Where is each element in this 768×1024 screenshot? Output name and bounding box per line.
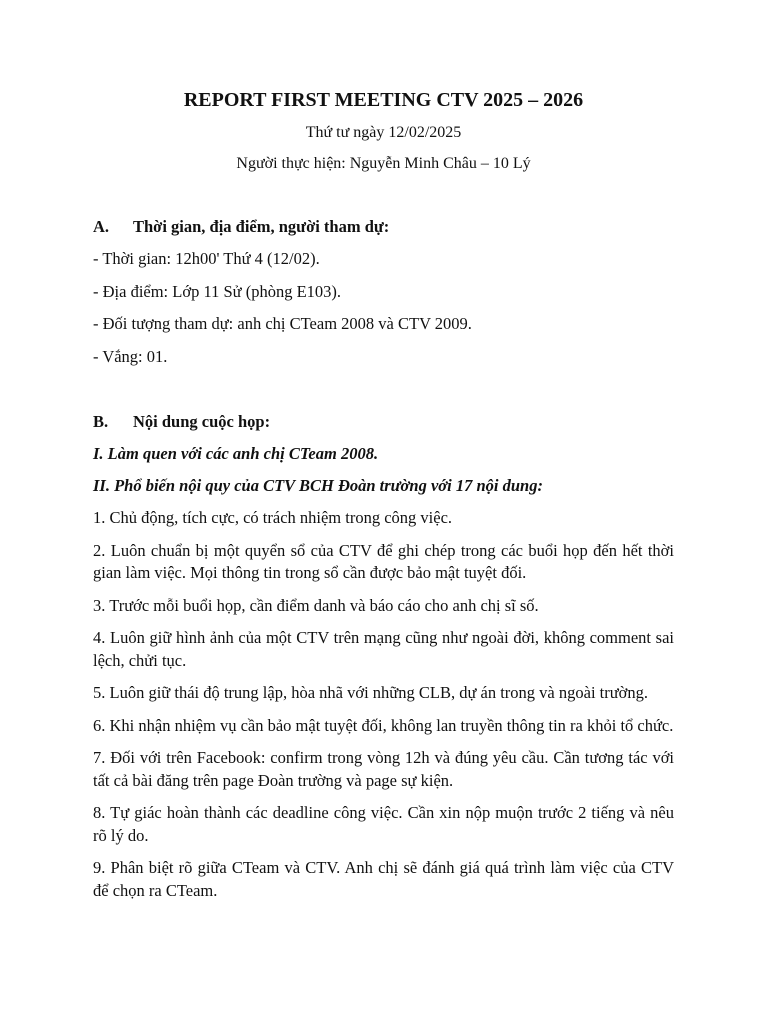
section-a-letter: A. [93,217,110,236]
section-b-title: Nội dung cuộc họp: [133,412,271,431]
section-a-item-absent: - Vắng: 01. [93,346,168,366]
rule-item: 6. Khi nhận nhiệm vụ cần bảo mật tuyệt đối, không lan truyền thông tin ra khỏi tổ chức. [93,715,674,735]
section-b-heading [93,411,674,433]
rule-item: 1. Chủ động, tích cực, có trách nhiệm trong công việc. [93,508,453,527]
rule-item: 2. Luôn chuẩn bị một quyển sổ của CTV để ghi chép trong các buổi họp đến hết thời gian làm việc. Mọi thông tin trong sổ cần được bảo mật tuyệt đối. [93,540,674,582]
rule-item: 4. Luôn giữ hình ảnh của một CTV trên mạng cũng như ngoài đời, không comment sai lệch, chửi tục. [93,628,674,670]
section-a [93,216,674,368]
subsection-2-heading: II. Phổ biến nội quy của CTV BCH Đoàn trường với 17 nội dung: [93,476,543,495]
section-a-heading [93,216,674,238]
section-a-title: Thời gian, địa điểm, người tham dự: [133,217,390,236]
subsection-1-heading: I. Làm quen với các anh chị CTeam 2008. [93,444,379,463]
rule-item: 9. Phân biệt rõ giữa CTeam và CTV. Anh chị sẽ đánh giá quá trình làm việc của CTV để chọn ra CTeam. [93,858,674,900]
rule-item: 5. Luôn giữ thái độ trung lập, hòa nhã với những CLB, dự án trong và ngoài trường. [93,683,649,702]
meeting-date: Thứ tư ngày 12/02/2025 [305,124,462,141]
rule-item: 7. Đối với trên Facebook: confirm trong vòng 12h và đúng yêu cầu. Cần tương tác với tất cả bài đăng trên page Đoàn trường và page sự kiện. [93,748,674,790]
author-line: Người thực hiện: Nguyễn Minh Châu – 10 Lý [236,155,531,172]
section-b [93,411,674,902]
section-a-item-attendees: - Đối tượng tham dự: anh chị CTeam 2008 và CTV 2009. [93,314,472,333]
rule-item: 8. Tự giác hoàn thành các deadline công việc. Cần xin nộp muộn trước 2 tiếng và nêu rõ lý do. [93,803,674,845]
section-a-item-place: - Địa điểm: Lớp 11 Sử (phòng E103). [93,281,342,301]
section-b-letter: B. [93,412,109,431]
rule-item: 3. Trước mỗi buổi họp, cần điểm danh và báo cáo cho anh chị sĩ số. [93,595,539,615]
section-a-item-time: - Thời gian: 12h00' Thứ 4 (12/02). [93,249,320,268]
document-title: REPORT FIRST MEETING CTV 2025 – 2026 [183,89,584,111]
